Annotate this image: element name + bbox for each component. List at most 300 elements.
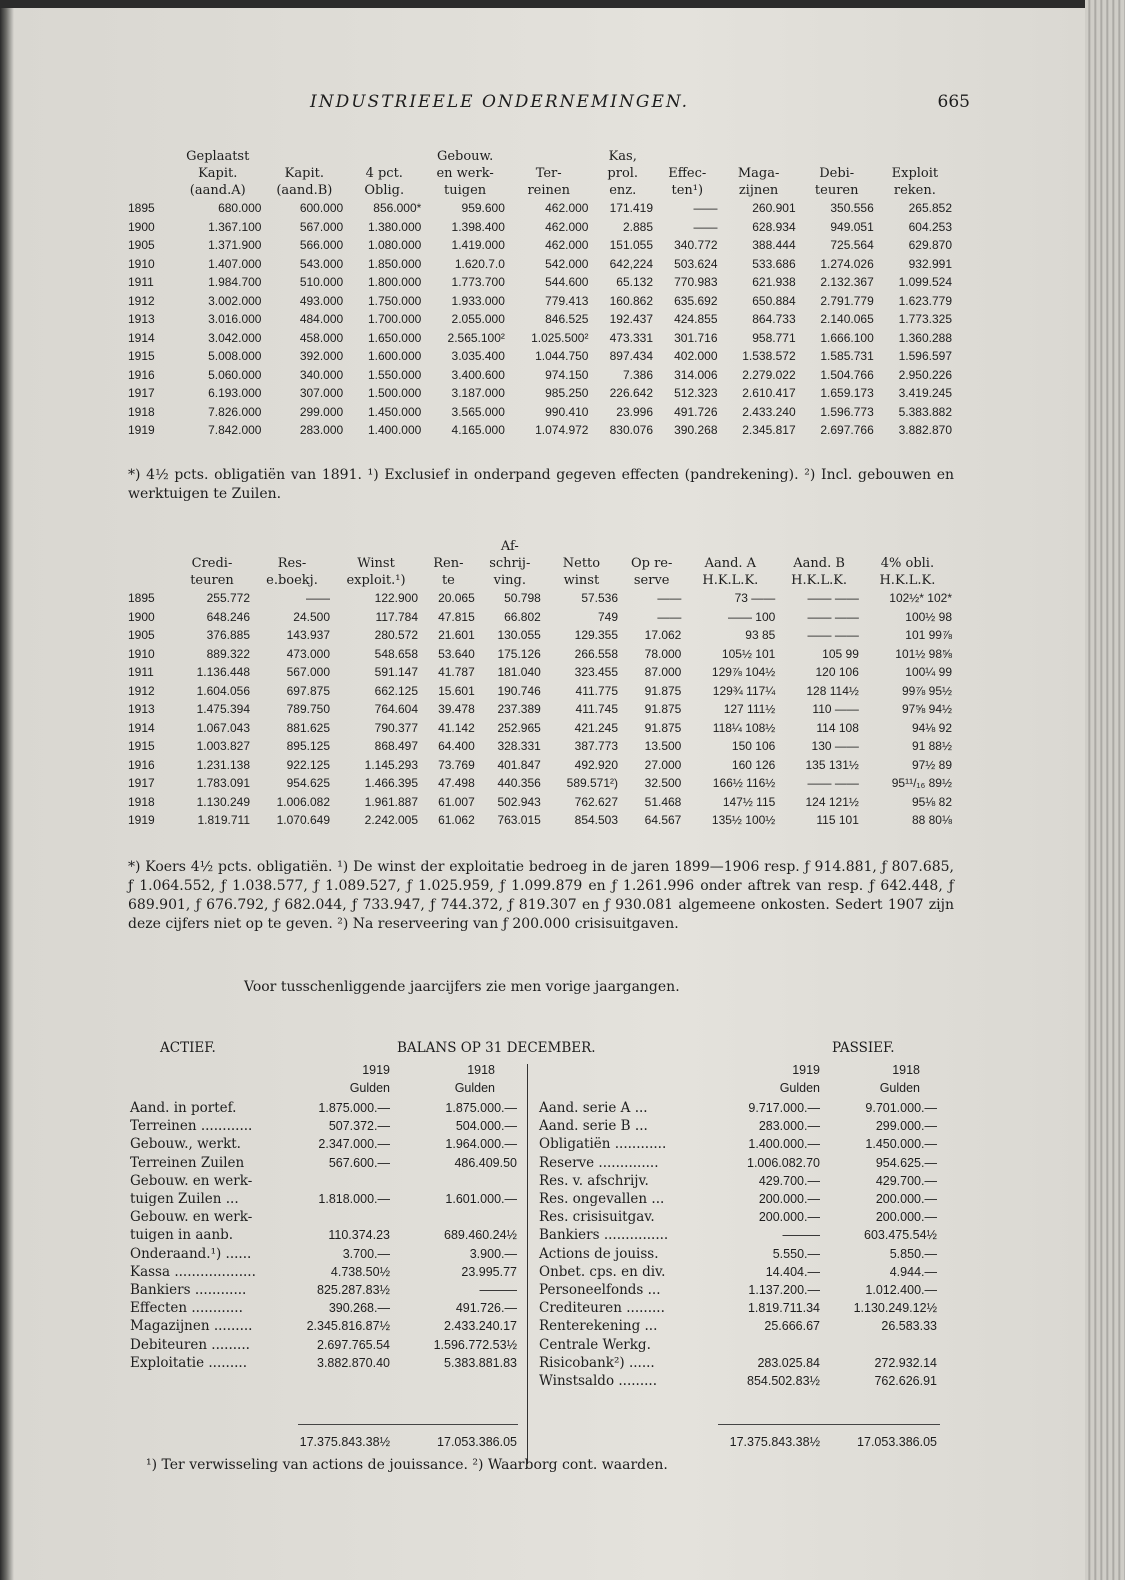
actief-value-1918: 23.995.77	[461, 1264, 517, 1279]
passief-value-1919: 854.502.83½	[747, 1374, 820, 1388]
actief-value-1918: 1.601.000.—	[445, 1192, 517, 1206]
value-cell: 566.000	[299, 238, 344, 253]
value-cell: 39.478	[438, 702, 475, 717]
value-cell: 20.065	[438, 591, 475, 606]
value-cell: 648.246	[206, 609, 250, 624]
value-cell: 543.000	[299, 256, 344, 271]
passief-unit-1918: Gulden	[879, 1081, 920, 1095]
passief-value-1919: ———	[782, 1228, 820, 1243]
value-cell: 192.437	[609, 312, 653, 327]
table-row	[128, 719, 954, 738]
value-cell: 2.791.779	[820, 293, 874, 308]
header-cell: Kapit.	[284, 166, 324, 181]
value-cell: 764.604	[374, 702, 419, 717]
actief-item-label: tuigen in aanb.	[130, 1227, 234, 1244]
table-row	[128, 199, 954, 218]
page-title: INDUSTRIEELE ONDERNEMINGEN.	[310, 92, 690, 112]
value-cell: 589.571²)	[566, 776, 619, 791]
value-cell: ——	[657, 609, 682, 624]
year-cell: 1917	[128, 386, 155, 401]
value-cell: 41.787	[438, 665, 475, 680]
value-cell: 881.625	[286, 720, 330, 735]
value-cell: 151.055	[609, 238, 653, 253]
value-cell: 5.383.882	[898, 404, 952, 419]
passief-value-1918: 26.583.33	[881, 1319, 937, 1334]
value-cell: 328.331	[497, 739, 541, 754]
value-cell: 3.035.400	[451, 349, 505, 364]
value-cell: 889.322	[206, 646, 250, 661]
actief-item-label: tuigen Zuilen ...	[130, 1191, 239, 1207]
passief-value-1919	[705, 1336, 820, 1354]
year-cell: 1900	[128, 609, 155, 624]
value-cell: 283.000	[299, 423, 344, 438]
value-cell: 1.961.887	[364, 794, 419, 809]
passief-item-label: Risicobank²) ......	[539, 1354, 655, 1371]
value-cell: 265.852	[908, 201, 952, 216]
actief-value-1919: 1.875.000.—	[318, 1101, 390, 1115]
value-cell: 985.250	[545, 386, 589, 401]
value-cell: 1.585.731	[820, 349, 874, 364]
value-cell: 2.885	[622, 219, 653, 234]
passief-item-label: Res. crisisuitgav.	[539, 1209, 655, 1226]
header-cell	[620, 538, 683, 555]
value-cell: 50.798	[504, 591, 541, 606]
value-cell: 129⅞ 104½	[711, 665, 776, 680]
passief-value-1918: 200.000.—	[875, 1210, 937, 1225]
passief-value-1918: 272.932.14	[874, 1355, 937, 1370]
value-cell: 41.142	[438, 720, 475, 735]
year-cell: 1915	[128, 349, 155, 364]
passief-item-label: Obligatiën ............	[539, 1136, 667, 1153]
value-cell: 392.000	[299, 349, 344, 364]
table-header-row	[128, 572, 954, 589]
value-cell: 1.819.711	[197, 813, 250, 828]
table-row	[128, 292, 954, 311]
value-cell: —— ——	[807, 628, 859, 643]
value-cell: 143.937	[286, 628, 330, 643]
value-cell: 462.000	[545, 219, 589, 234]
passief-item-label: Onbet. cps. en div.	[539, 1263, 666, 1280]
value-cell: 95⅛ 82	[911, 794, 952, 809]
value-cell: 621.938	[752, 275, 796, 290]
value-cell: 680.000	[218, 201, 262, 216]
year-cell: 1914	[128, 330, 155, 345]
table-row	[128, 218, 954, 237]
value-cell: 301.716	[674, 330, 718, 345]
value-cell: 3.882.870	[898, 423, 952, 438]
actief-total-1919: 17.375.843.38½	[299, 1435, 390, 1449]
value-cell: 129¾ 117¼	[712, 683, 776, 698]
actief-label: ACTIEF.	[160, 1040, 216, 1056]
value-cell: 856.000*	[373, 201, 422, 216]
value-cell: 411.775	[575, 683, 619, 698]
header-cell: Ter-	[535, 166, 562, 181]
actief-value-1918: 2.433.240.17	[444, 1319, 517, 1334]
value-cell: 15.601	[438, 683, 475, 698]
value-cell: 725.564	[830, 238, 874, 253]
value-cell: 7.826.000	[208, 404, 262, 419]
value-cell: 110 ——	[812, 702, 859, 717]
actief-value-1918	[400, 1208, 517, 1226]
value-cell: 87.000	[644, 665, 682, 680]
value-cell: 2.345.817	[742, 423, 796, 438]
year-cell: 1900	[128, 219, 155, 234]
value-cell: 88 80⅛	[911, 813, 952, 828]
passief-value-1918: 5.850.—	[889, 1246, 937, 1261]
value-cell: 5.008.000	[208, 349, 262, 364]
value-cell: 147½ 115	[722, 794, 776, 809]
passief-value-1919: 283.000.—	[758, 1119, 820, 1134]
value-cell: 1.419.000	[451, 238, 505, 253]
value-cell: 544.600	[545, 275, 589, 290]
header-cell: Aand. A	[704, 556, 757, 571]
value-cell: ——	[693, 219, 718, 234]
passief-value-1919: 1.137.200.—	[748, 1283, 820, 1297]
value-cell: 1.003.827	[196, 739, 250, 754]
actief-item-label: Terreinen Zuilen	[130, 1154, 245, 1171]
header-cell	[876, 148, 954, 165]
value-cell: 440.356	[497, 776, 541, 791]
passief-value-1918: 200.000.—	[875, 1192, 937, 1206]
header-cell	[128, 182, 172, 199]
passief-value-1919: 1.006.082.70	[747, 1155, 820, 1170]
value-cell: 57.536	[581, 591, 619, 606]
actief-total-1918: 17.053.386.05	[437, 1435, 517, 1449]
passief-value-1919: 1.819.711.34	[747, 1301, 820, 1316]
year-cell: 1916	[128, 367, 155, 382]
value-cell: 5.060.000	[208, 367, 262, 382]
header-cell: winst	[563, 573, 600, 588]
value-cell: 78.000	[644, 646, 682, 661]
header-cell	[332, 538, 420, 555]
value-cell: 7.386	[622, 367, 653, 382]
value-cell: 105 99	[822, 646, 859, 661]
actief-value-1918: 1.964.000.—	[445, 1137, 517, 1152]
page-number: 665	[937, 92, 970, 112]
header-cell	[655, 148, 720, 165]
value-cell: 1.130.249	[196, 794, 250, 809]
value-cell: 160.862	[609, 293, 653, 308]
value-cell: 340.000	[299, 367, 344, 382]
value-cell: 101½ 98⅝	[895, 646, 952, 661]
actief-item-label: Terreinen ............	[130, 1118, 253, 1135]
table-header-row	[128, 148, 954, 165]
actief-value-1919: 2.345.816.87½	[306, 1319, 390, 1334]
value-cell: 91 88½	[911, 739, 952, 754]
header-cell: ten¹)	[671, 183, 704, 198]
footnote-2: *) Koers 4½ pcts. obligatiën. ¹) De winst der exploitatie bedroeg in de jaren 1899—1906 resp. ƒ 914.881, ƒ 807.685, ƒ 1.064.552, ƒ 1.038.577, ƒ 1.089.527, ƒ 1.025.959, ƒ 1.099.879 en ƒ 1.261.996 onder aftrek van resp. ƒ 642.448, ƒ 689.901, ƒ 676.792, ƒ 682.044, ƒ 733.947, ƒ 744.372, ƒ 819.307 en ƒ 930.081 algemeene onkosten. Sedert 1907 zijn deze cijfers niet op te geven. ²) Na reserveering van ƒ 200.000 crisisuitgaven.	[128, 859, 954, 932]
value-cell: 990.410	[545, 404, 589, 419]
value-cell: 897.434	[609, 349, 653, 364]
value-cell: 266.558	[574, 646, 619, 661]
actief-item-label: Exploitatie .........	[130, 1354, 247, 1371]
actief-value-1919	[280, 1208, 390, 1226]
actief-item-label: Aand. in portef.	[130, 1100, 237, 1116]
value-cell: 13.500	[644, 739, 682, 754]
value-cell: 763.015	[497, 813, 541, 828]
value-cell: 255.772	[206, 591, 250, 606]
passief-value-1918: 9.701.000.—	[865, 1101, 937, 1115]
header-cell	[128, 538, 172, 555]
value-cell: 1.659.173	[820, 386, 874, 401]
year-cell: 1905	[128, 238, 155, 253]
value-cell: ——	[693, 201, 718, 216]
passief-year-1919: 1919	[792, 1063, 820, 1077]
table-row	[128, 421, 954, 440]
value-cell: 130 ——	[811, 739, 859, 754]
header-cell	[345, 148, 423, 165]
value-cell: 17.062	[644, 628, 682, 643]
value-cell: 1.623.779	[898, 293, 952, 308]
actief-item-label: Gebouw., werkt.	[130, 1136, 241, 1153]
passief-value-1918: 299.000.—	[875, 1119, 937, 1134]
table-row	[128, 273, 954, 292]
header-cell: H.K.L.K.	[879, 573, 936, 588]
header-cell: zijnen	[738, 183, 779, 198]
actief-value-1919: 390.268.—	[328, 1301, 390, 1316]
year-cell: 1912	[128, 683, 155, 698]
value-cell: 117.784	[375, 609, 419, 624]
actief-value-1919: 110.374.23	[328, 1228, 390, 1243]
header-cell: Aand. B	[793, 556, 845, 571]
value-cell: 402.000	[674, 349, 718, 364]
table-row	[128, 589, 954, 608]
value-cell: 510.000	[299, 275, 344, 290]
value-cell: 895.125	[286, 739, 330, 754]
passief-value-1918: 762.626.91	[874, 1374, 937, 1388]
table-row	[128, 645, 954, 664]
value-cell: 1.136.448	[196, 665, 250, 680]
header-cell	[861, 538, 954, 555]
actief-item-label: Magazijnen .........	[130, 1318, 253, 1335]
actief-value-1919: 507.372.—	[328, 1119, 390, 1134]
value-cell: 424.855	[674, 312, 718, 327]
value-cell: 128 114½	[806, 683, 859, 698]
table-header-row	[128, 165, 954, 182]
value-cell: 749	[598, 609, 619, 624]
value-cell: 1.067.043	[196, 720, 250, 735]
value-cell: 548.658	[374, 646, 419, 661]
passief-value-1918: 603.475.54½	[864, 1228, 937, 1243]
value-cell: 47.498	[438, 776, 475, 791]
actief-value-1918: 3.900.—	[469, 1246, 517, 1261]
value-cell: 226.642	[609, 386, 653, 401]
passief-value-1919: 200.000.—	[758, 1210, 820, 1225]
value-cell: 101 99⅞	[905, 628, 952, 643]
actief-value-1919: 1.818.000.—	[318, 1192, 390, 1206]
header-cell	[798, 148, 876, 165]
actief-value-1919: 825.287.83½	[317, 1283, 390, 1297]
value-cell: 95¹¹/₁₆ 89½	[891, 776, 952, 791]
footnote-1: *) 4½ pcts. obligatiën van 1891. ¹) Exclusief in onderpand gegeven effecten (pandrekening). ²) Incl. gebouwen en werktuigen te Zuilen.	[128, 467, 954, 502]
value-cell: 789.750	[286, 702, 330, 717]
page-edge	[1085, 0, 1125, 1580]
passief-total-1919: 17.375.843.38½	[729, 1435, 820, 1449]
table-row	[128, 236, 954, 255]
header-cell: schrij-	[489, 556, 531, 571]
value-cell: 830.076	[609, 423, 653, 438]
header-cell	[543, 538, 620, 555]
passief-unit-1919: Gulden	[779, 1081, 820, 1095]
value-cell: 1.466.395	[364, 776, 419, 791]
balance-title: BALANS OP 31 DECEMBER.	[397, 1040, 596, 1056]
table-row	[128, 700, 954, 719]
header-cell: Effec-	[668, 166, 707, 181]
header-cell	[507, 148, 591, 165]
value-cell: 100½ 98	[905, 609, 952, 624]
value-cell: 166½ 116½	[712, 776, 776, 791]
value-cell: 350.556	[830, 201, 874, 216]
value-cell: 129.355	[574, 628, 619, 643]
actief-value-1919: 567.600.—	[328, 1155, 390, 1170]
value-cell: 567.000	[286, 665, 330, 680]
header-cell	[128, 148, 172, 165]
value-cell: 1.006.082	[276, 794, 330, 809]
passief-value-1918: 1.012.400.—	[865, 1283, 937, 1297]
value-cell: 1.074.972	[535, 423, 589, 438]
value-cell: 1.650.000	[367, 330, 422, 345]
passief-item-label: Actions de jouiss.	[539, 1245, 659, 1262]
year-cell: 1915	[128, 739, 155, 754]
passief-item-label: Bankiers ...............	[539, 1227, 669, 1244]
value-cell: 64.400	[438, 739, 475, 754]
value-cell: 974.150	[545, 367, 589, 382]
passief-value-1919: 200.000.—	[758, 1192, 820, 1206]
value-cell: 252.965	[497, 720, 541, 735]
actief-year-1918: 1918	[467, 1063, 495, 1077]
value-cell: 175.126	[497, 646, 541, 661]
passief-value-1919: 25.666.67	[764, 1319, 820, 1334]
value-cell: 492.920	[574, 757, 619, 772]
header-cell: exploit.¹)	[346, 573, 406, 588]
header-cell: 4% obli.	[880, 556, 935, 571]
value-cell: 3.419.245	[898, 386, 952, 401]
actief-item-label: Gebouw. en werk-	[130, 1172, 253, 1189]
actief-total-rule	[298, 1424, 518, 1425]
year-cell: 1919	[128, 813, 155, 828]
value-cell: 160 126	[731, 757, 776, 772]
value-cell: 299.000	[299, 404, 344, 419]
header-cell: (aand.A)	[189, 183, 246, 198]
value-cell: —— ——	[807, 591, 859, 606]
header-cell: Credi-	[191, 556, 233, 571]
value-cell: 1.620.7.0	[454, 256, 505, 271]
value-cell: 387.773	[574, 739, 619, 754]
table-header-row	[128, 538, 954, 555]
financial-table-1	[128, 148, 954, 440]
value-cell: 868.497	[374, 739, 419, 754]
value-cell: —— ——	[807, 609, 859, 624]
header-cell	[777, 538, 861, 555]
header-cell	[172, 538, 252, 555]
value-cell: ——	[306, 591, 330, 606]
year-cell: 1910	[128, 256, 155, 271]
value-cell: 1.400.000	[367, 423, 422, 438]
header-cell	[252, 538, 332, 555]
year-cell: 1911	[128, 665, 154, 680]
value-cell: 959.600	[461, 201, 505, 216]
value-cell: 27.000	[644, 757, 682, 772]
passief-value-1919: 5.550.—	[772, 1246, 820, 1261]
passief-value-1918: 1.130.249.12½	[853, 1301, 937, 1316]
actief-item-label: Effecten ............	[130, 1300, 243, 1317]
value-cell: 51.468	[644, 794, 682, 809]
value-cell: 47.815	[438, 609, 475, 624]
value-cell: 97⅝ 94½	[901, 702, 952, 717]
financial-table-2	[128, 538, 954, 830]
value-cell: 171.419	[609, 201, 653, 216]
actief-value-1919: 3.882.870.40	[317, 1355, 390, 1370]
passief-value-1919: 14.404.—	[765, 1264, 820, 1279]
value-cell: 237.389	[497, 702, 541, 717]
value-cell: 542.000	[545, 256, 589, 271]
actief-year-1919: 1919	[362, 1063, 390, 1077]
value-cell: 118¼ 108½	[712, 720, 776, 735]
value-cell: 314.006	[674, 367, 718, 382]
header-cell: Debi-	[819, 166, 855, 181]
passief-total-rule	[718, 1424, 940, 1425]
value-cell: 1.984.700	[208, 275, 262, 290]
value-cell: 4.165.000	[451, 423, 505, 438]
value-cell: 1.475.394	[196, 702, 250, 717]
table-row	[128, 403, 954, 422]
header-cell: Ren-	[433, 556, 464, 571]
value-cell: 120 106	[815, 665, 859, 680]
header-cell: Oblig.	[364, 183, 405, 198]
actief-item-label: Debiteuren .........	[130, 1336, 250, 1353]
value-cell: —— ——	[807, 776, 859, 791]
header-cell: Kas,	[608, 149, 637, 164]
actief-item-label: Kassa ...................	[130, 1263, 256, 1280]
header-cell: Op re-	[630, 556, 673, 571]
value-cell: 2.565.100²	[447, 330, 505, 345]
header-cell: (aand.B)	[276, 183, 333, 198]
header-cell: H.K.L.K.	[702, 573, 759, 588]
value-cell: 3.565.000	[451, 404, 505, 419]
passief-item-label: Personeelfonds ...	[539, 1282, 661, 1298]
value-cell: 503.624	[674, 256, 718, 271]
actief-item-label: Bankiers ............	[130, 1282, 247, 1298]
actief-unit-1919: Gulden	[349, 1081, 390, 1095]
value-cell: ——	[657, 591, 682, 606]
value-cell: 1.500.000	[367, 386, 422, 401]
value-cell: 3.187.000	[451, 386, 505, 401]
passief-value-1919: 429.700.—	[758, 1173, 820, 1188]
actief-value-1918	[400, 1172, 517, 1190]
table-row	[128, 347, 954, 366]
footnote-3: ¹) Ter verwisseling van actions de jouissance. ²) Waarborg cont. waarden.	[146, 1457, 668, 1473]
value-cell: 3.016.000	[208, 312, 262, 327]
value-cell: 65.132	[616, 275, 653, 290]
passief-item-label: Reserve ..............	[539, 1154, 659, 1171]
table-row	[128, 626, 954, 645]
year-cell: 1919	[128, 423, 155, 438]
actief-value-1918: 689.460.24½	[444, 1228, 517, 1243]
passief-item-label: Renterekening ...	[539, 1318, 658, 1335]
table-row	[128, 366, 954, 385]
value-cell: 954.625	[286, 776, 330, 791]
value-cell: 790.377	[374, 720, 419, 735]
actief-value-1918: 491.726.—	[455, 1301, 517, 1316]
actief-value-1918: 1.596.772.53½	[433, 1337, 517, 1352]
table-header-row	[128, 182, 954, 199]
value-cell: 1.398.400	[451, 219, 505, 234]
passief-value-1918: 954.625.—	[875, 1155, 937, 1170]
value-cell: 64.567	[644, 813, 682, 828]
value-cell: 1.933.000	[451, 293, 505, 308]
year-cell: 1895	[128, 201, 155, 216]
table-row	[128, 663, 954, 682]
